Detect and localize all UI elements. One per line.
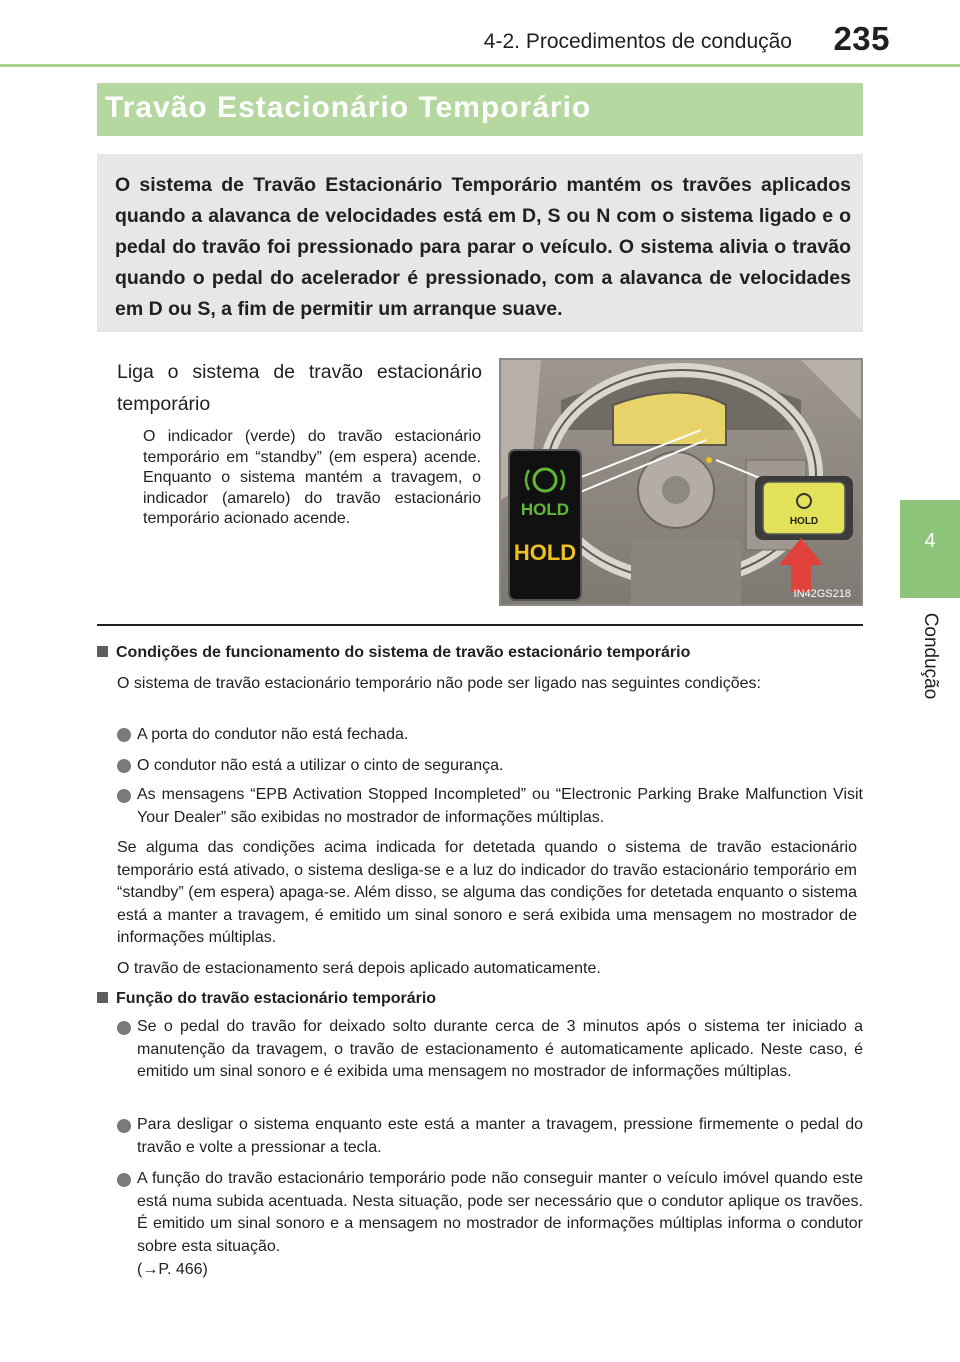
lead-text: Liga o sistema de travão estacionário temporário — [117, 361, 482, 415]
header-divider — [0, 64, 960, 67]
chapter-label: Condução — [920, 612, 941, 700]
intro-text: O sistema de Travão Estacionário Temporário mantém os travões aplicados quando a alavanca de velocidades está em D, S ou N com o sistema ligado e o pedal do travão foi pressionado para parar o veículo. O sistema alivia o travão quando o pedal do acelerador é pressionado, com a alavanca de velocidades em D ou S, a fim de permitir um arranque suave. — [115, 174, 851, 320]
chapter-number: 4 — [924, 530, 936, 552]
list-item: Para desligar o sistema enquanto este está a manter a travagem, pressione firmemente o pedal do travão e volte a pressionar a tecla. — [137, 1116, 863, 1156]
list-item: As mensagens “EPB Activation Stopped Incompleted” ou “Electronic Parking Brake Malfunction Visit Your Dealer” são exibidas no mostrador de informações múltiplas. — [137, 786, 863, 826]
page-number: 235 — [833, 20, 890, 57]
indicator-active-text: HOLD — [513, 540, 577, 565]
bullet-dot-icon — [117, 1119, 131, 1133]
page-reference: (→P. 466) — [137, 1261, 208, 1278]
list-item: Se o pedal do travão for deixado solto durante cerca de 3 minutos após o sistema ter iniciado a manutenção da travagem, o travão de estacionamento é automaticamente aplicado. Neste caso, é emitido um sinal sonoro e é exibida uma mensagem no mostrador de informações múltiplas. — [137, 1018, 863, 1080]
section-heading-text: Função do travão estacionário temporário — [116, 990, 437, 1007]
bullet-dot-icon — [117, 1173, 131, 1187]
bullet-dot-icon — [117, 789, 131, 803]
list-item: A porta do condutor não está fechada. — [137, 726, 409, 743]
square-bullet-icon — [97, 992, 108, 1003]
section-heading — [97, 642, 690, 664]
indicator-standby-text: HOLD — [520, 500, 570, 519]
section-divider — [97, 624, 863, 626]
section-breadcrumb: 4-2. Procedimentos de condução — [483, 30, 792, 53]
square-bullet-icon — [97, 646, 108, 657]
section-heading-text: Condições de funcionamento do sistema de travão estacionário temporário — [116, 644, 691, 661]
hold-button-text: HOLD — [789, 516, 819, 527]
paragraph: Se alguma das condições acima indicada for detetada quando o sistema de travão estacionário temporário está ativado, o sistema desliga-se e a luz do indicador do travão estacionário temporário em “standby” (em espera) apaga-se. Além disso, se alguma das condições for detetada enquanto o sistema está a manter a travagem, é emitido um sinal sonoro e será exibida uma mensagem no mostrador de informações múltiplas. — [117, 839, 857, 946]
hold-switch-illustration — [499, 358, 863, 606]
intro-box — [97, 154, 863, 332]
list-item: A função do travão estacionário temporário pode não conseguir manter o veículo imóvel quando este está numa subida acentuada. Nesta situação, pode ser necessário que o condutor aplique os travões. É emitido um sinal sonoro e a mensagem no mostrador de informações múltiplas informa o condutor sobre esta situação. — [137, 1170, 863, 1255]
figure-code: IN42GS218 — [793, 588, 851, 600]
title-bar — [97, 83, 863, 136]
page-title: Travão Estacionário Temporário — [105, 91, 592, 124]
bullet-dot-icon — [117, 759, 131, 773]
section-intro: O sistema de travão estacionário temporário não pode ser ligado nas seguintes condições: — [117, 675, 761, 692]
section-heading — [97, 988, 436, 1010]
lead-subtext: O indicador (verde) do travão estacionário temporário em “standby” (em espera) acende. Enquanto o sistema mantém a travagem, o indicador (amarelo) do travão estacionário temporário acionado acende. — [143, 428, 481, 527]
paragraph: O travão de estacionamento será depois aplicado automaticamente. — [117, 960, 601, 977]
dashboard-drawing — [501, 360, 861, 604]
bullet-dot-icon — [117, 1021, 131, 1035]
list-item: O condutor não está a utilizar o cinto de segurança. — [137, 757, 504, 774]
bullet-dot-icon — [117, 728, 131, 742]
